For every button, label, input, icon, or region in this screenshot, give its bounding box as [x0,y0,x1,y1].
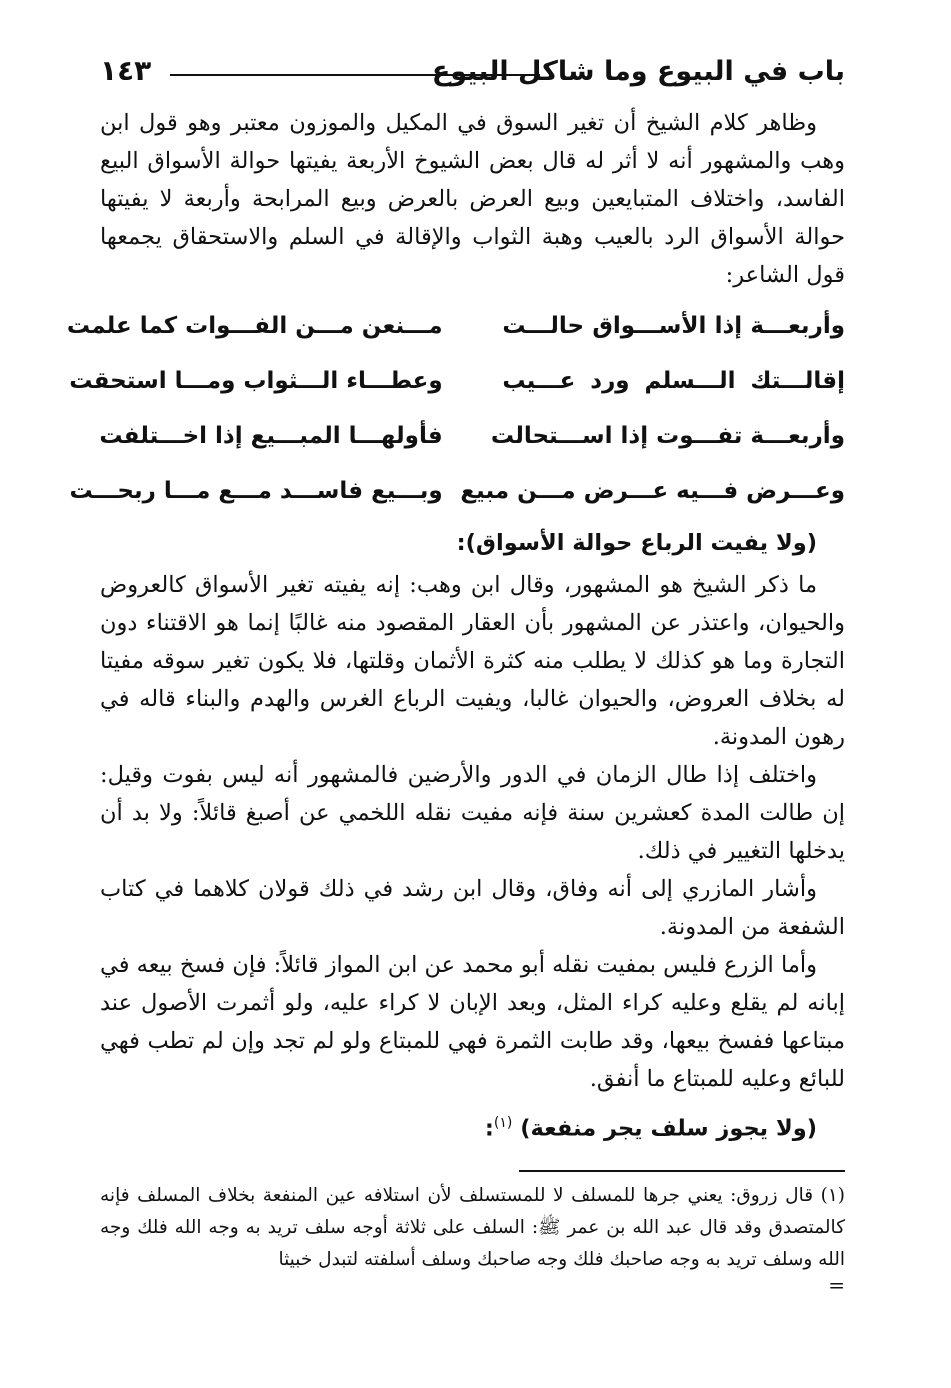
poem-verse-4 [69,463,845,518]
footnote-rule [519,1170,845,1172]
section-heading-1: (ولا يفيت الرباع حوالة الأسواق): [456,530,817,556]
hemistich-left: مـــنعن مـــن الفـــوات كما علمت [66,312,443,339]
section-heading-2 [100,1104,845,1148]
poem-verse-2 [69,353,845,408]
paragraph-2: ما ذكر الشيخ هو المشهور، وقال ابن وهب: إنه يفيته تغير الأسواق كالعروض والحيوان، واعتذر عن المشهور بأن العقار المقصود منه غالبًا إنما هو الاقتناء دون التجارة وما هو كذلك لا يطلب منه كثرة الأثمان وقلتها، فلا يكون تغير سوقه مفيتا له بخلاف العروض، والحيوان غالبا، ويفيت الرباع الغرس والهدم والبناء قاله في رهون المدونة. [100,572,845,750]
hemistich-right: وأربعـــة تفـــوت إذا اســـتحالت [490,422,845,449]
hemistich-right: إقالـــتك الـــسلم ورد عـــيب [502,367,845,394]
paragraph-4: وأشار المازري إلى أنه وفاق، وقال ابن رشد في ذلك قولان كلاهما في كتاب الشفعة من المدونة. [100,876,845,940]
page-number: ١٤٣ [100,54,152,87]
footnote [100,1180,845,1297]
hemistich-left: فأولهـــا المبـــيع إذا اخـــتلفت [99,422,443,449]
hemistich-right: وأربعـــة إذا الأســـواق حالـــت [502,312,845,339]
hemistich-right: وعـــرض فـــيه عـــرض مـــن مبيع [460,477,845,504]
main-text [66,104,845,1152]
hemistich-left: وعطـــاء الـــثواب ومـــا استحقت [69,367,443,394]
poem-verse-3 [100,408,845,463]
heading-2-colon: : [484,1115,494,1142]
paragraph-1: وظاهر كلام الشيخ أن تغير السوق في المكيل والموزون معتبر وهو قول ابن وهب والمشهور أنه لا أثر له قال بعض الشيوخ الأربعة يفيتها حوالة الأسواق البيع الفاسد، واختلاف المتبايعين وبيع العرض بالعرض وبيع المرابحة وأربعة لا يفيتها حوالة الأسواق الرد بالعيب وهبة الثواب والإقالة في السلم والاستحقاق يجمعها قول الشاعر: [100,110,845,288]
footnote-continuation: = [828,1273,845,1297]
footnote-marker: (١) [493,1115,513,1131]
page-header [100,50,845,94]
heading-2-text: (ولا يجوز سلف يجر منفعة) [520,1115,817,1142]
hemistich-left: وبـــيع فاســـد مـــع مـــا ربحـــت [69,477,443,504]
footnote-text: (١) قال زروق: يعني جرها للمسلف لا للمستسلف لأن استلافه عين المنفعة بخلاف المسلف فإنه كالمتصدق وقد قال عبد الله بن عمر ﷺ: السلف على ثلاثة أوجه سلف تريد به وجه الله فلك وجه الله وسلف تريد به وجه صاحبك فلك وجه صاحبك وسلف أسلفته لتبدل خبيثا [100,1185,845,1270]
paragraph-5: وأما الزرع فليس بمفيت نقله أبو محمد عن ابن المواز قائلاً: فإن فسخ بيعه في إبانه لم يقلع وعليه كراء المثل، وبعد الإبان لا كراء عليه، ولو أثمرت الأصول عند مبتاعها ففسخ بيعها، وقد طابت الثمرة فهي للمبتاع ولو لم تجد وإن لم تطب فهي للبائع وعليه للمبتاع ما أنفق. [100,952,845,1092]
poem-verse-1 [66,298,845,353]
running-title: باب في البيوع وما شاكل البيوع [431,56,845,87]
header-rule [170,74,540,76]
paragraph-3: واختلف إذا طال الزمان في الدور والأرضين فالمشهور أنه ليس بفوت وقيل: إن طالت المدة كعشرين سنة فإنه مفيت نقله اللخمي عن أصبغ قائلاً: ولا بد أن يدخلها التغيير في ذلك. [100,762,845,864]
poem [66,298,845,518]
